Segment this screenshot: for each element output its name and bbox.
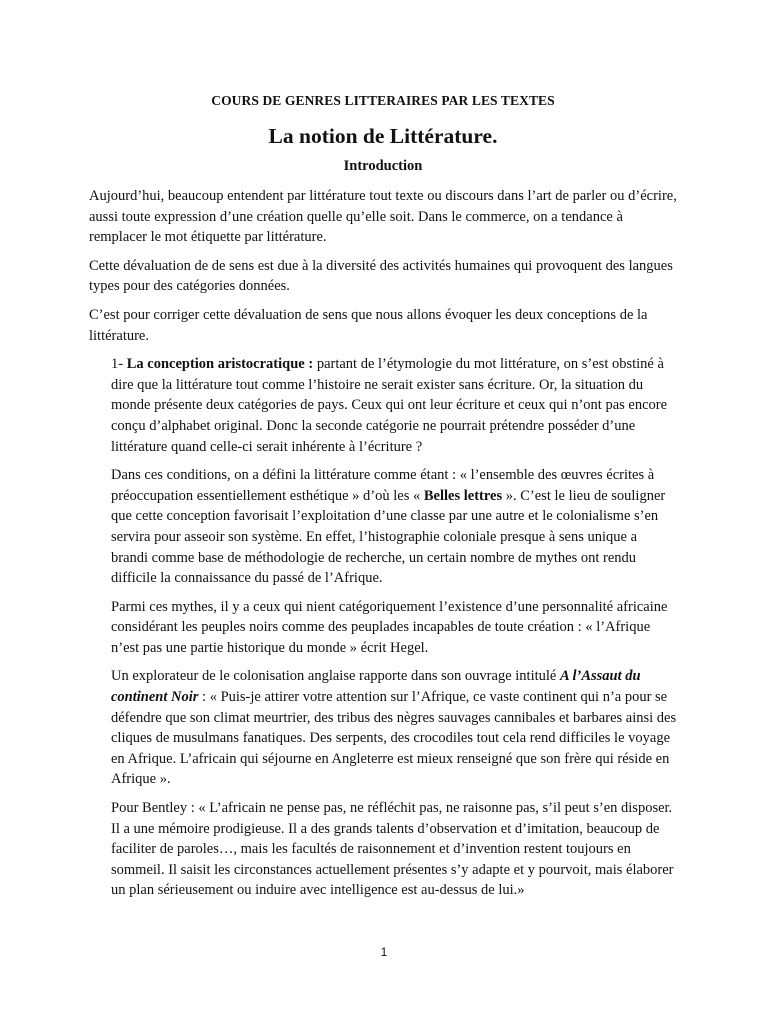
paragraph-7-before: Un explorateur de le colonisation anglaise rapporte dans son ouvrage intitulé — [111, 668, 560, 685]
bold-term: Belles lettres — [423, 487, 503, 504]
paragraph-5-after: ». C’est le lieu de souligner que cette conception favorisait l’exploitation d’une classe par une autre et le colonialisme s’en servira pour asseoir son système. En effet, l’histographie coloniale presque à sens unique a brandi comme base de méthodologie de recherche, un certain nombre de mythes ont rendu difficile la connaissance du passé de l’Afrique. — [111, 487, 666, 587]
paragraph-8: Pour Bentley : « L’africain ne pense pas, ne réfléchit pas, ne raisonne pas, s’il peut s’en disposer. Il a une mémoire prodigieuse. Il a des grands talents d’observation et d’imitation, beaucoup de faciliter de paroles…, mais les facultés de raisonnement et d’invention restent toujours en sommeil. Il saisit les circonstances actuellement présentes s’y adapte et y pourvoit, mais élaborer un plan sérieusement ou induire avec intelligence est au-dessus de lui.» — [111, 800, 674, 899]
course-title: COURS DE GENRES LITTERAIRES PAR LES TEXTES — [211, 93, 555, 108]
paragraph-4 — [111, 354, 677, 457]
paragraph-1: Aujourd’hui, beaucoup entendent par littérature tout texte ou discours dans l’art de parler ou d’écrire, aussi toute expression d’une création quelle qu’elle soit. Dans le commerce, on a tendance à remplacer le mot étiquette par littérature. — [89, 188, 677, 246]
paragraph-4-text: partant de l’étymologie du mot littérature, on s’est obstiné à dire que la littérature tout comme l’histoire ne serait exister sans écriture. Or, la situation du monde présente deux catégories de pays. Ceux qui ont leur écriture et ceux qui n’ont pas encore conçu d’alphabet original. Donc la seconde catégorie ne pourrait prétendre posséder d’une littérature quand celle-ci serait inhérente à l’écriture ? — [111, 356, 668, 455]
page-number: 1 — [380, 945, 388, 959]
main-title: La notion de Littérature. — [268, 124, 498, 148]
book-title: A l’Assaut du continent Noir — [111, 668, 641, 706]
paragraph-5 — [111, 465, 677, 589]
paragraph-2: Cette dévaluation de de sens est due à la diversité des activités humaines qui provoquent des langues types pour des catégories données. — [89, 257, 673, 295]
paragraph-7 — [111, 666, 677, 790]
paragraph-6: Parmi ces mythes, il y a ceux qui nient catégoriquement l’existence d’une personnalité africaine considérant les peuples noirs comme des peuplades incapables de toute création : « l’Afrique n’est pas une partie historique du monde » écrit Hegel. — [111, 598, 668, 656]
section-title: Introduction — [343, 158, 423, 174]
list-number: 1- — [111, 356, 127, 373]
paragraph-5-before: Dans ces conditions, on a défini la littérature comme étant : « l’ensemble des œuvres écrites à préoccupation essentiellement esthétique » d’où les « — [111, 467, 655, 504]
paragraph-7-after: : « Puis-je attirer votre attention sur l’Afrique, ce vaste continent qui n’a pour se défendre que son climat meurtrier, des tribus des nègres sauvages cannibales et barbares ainsi des cliques de musulmans fanatiques. Des serpents, des crocodiles tout cela rend difficiles le voyage en Afrique. L’africain qui séjourne en Angleterre est mieux renseigné que son frère qui réside en Afrique ». — [111, 689, 677, 788]
document-content — [89, 92, 677, 901]
paragraph-3: C’est pour corriger cette dévaluation de sens que nous allons évoquer les deux conceptions de la littérature. — [89, 306, 648, 344]
bold-term: La conception aristocratique : — [126, 356, 314, 373]
